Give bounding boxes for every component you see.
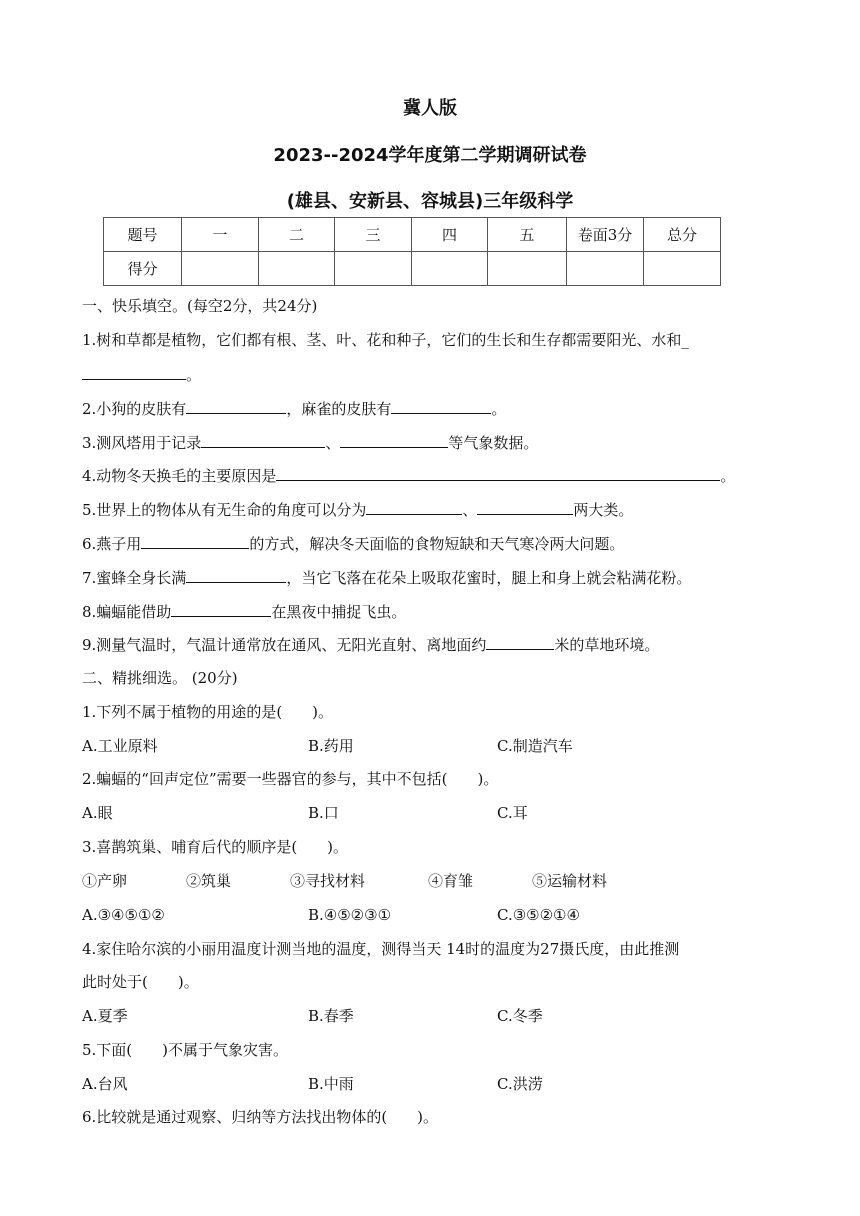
- score-cell[interactable]: [644, 252, 721, 286]
- mc-question-2: 2.蝙蝠的“回声定位”需要一些器官的参与，其中不包括( )。: [82, 770, 499, 788]
- score-table-score-row: [104, 252, 721, 286]
- sequence-step: ⑤运输材料: [532, 872, 608, 890]
- question-text: 两大类。: [573, 501, 634, 519]
- question-text: 5.世界上的物体从有无生命的角度可以分为: [82, 501, 367, 519]
- question-text: 4.动物冬天换毛的主要原因是: [82, 467, 277, 485]
- score-cell[interactable]: [412, 252, 488, 286]
- sequence-step: ③寻找材料: [290, 872, 366, 890]
- answer-blank[interactable]: [477, 499, 573, 515]
- mc-option[interactable]: B.口: [308, 804, 339, 822]
- question-text: ，当它飞落在花朵上吸取花蜜时，腿上和身上就会粘满花粉。: [286, 569, 692, 587]
- score-header-cell: 总分: [644, 218, 721, 252]
- question-text: 等气象数据。: [448, 434, 539, 452]
- mc-option[interactable]: B.春季: [308, 1007, 354, 1025]
- question-text: 米的草地环境。: [554, 636, 660, 654]
- mc-question-5: 5.下面( )不属于气象灾害。: [82, 1041, 289, 1059]
- sequence-step: ②筑巢: [186, 872, 232, 890]
- mc-option[interactable]: A.夏季: [82, 1007, 128, 1025]
- question-text: 9.测量气温时，气温计通常放在通风、无阳光直射、离地面约: [82, 636, 487, 654]
- answer-blank[interactable]: [366, 499, 462, 515]
- answer-blank[interactable]: [201, 432, 325, 448]
- score-header-cell: 卷面3分: [567, 218, 644, 252]
- answer-blank[interactable]: [391, 398, 491, 414]
- question-text: 。: [720, 467, 736, 485]
- answer-blank[interactable]: [486, 634, 554, 650]
- question-4: [82, 465, 735, 486]
- question-text: 、: [462, 501, 478, 519]
- mc-option[interactable]: C.冬季: [497, 1007, 543, 1025]
- question-7: [82, 567, 691, 588]
- question-text: 、: [325, 434, 341, 452]
- score-cell[interactable]: [567, 252, 644, 286]
- question-text: 。: [491, 400, 507, 418]
- question-6: [82, 533, 624, 554]
- sequence-step: ①产卵: [82, 872, 128, 890]
- question-1-line2: [82, 364, 201, 385]
- question-text: ，麻雀的皮肤有: [286, 400, 392, 418]
- exam-title: 2023--2024学年度第二学期调研试卷: [273, 145, 587, 166]
- mc-option[interactable]: C.制造汽车: [497, 737, 573, 755]
- question-2: [82, 398, 506, 419]
- mc-option[interactable]: B.中雨: [308, 1075, 354, 1093]
- mc-option[interactable]: A.眼: [82, 804, 113, 822]
- mc-option[interactable]: C.③⑤②①④: [497, 906, 580, 924]
- question-8: [82, 601, 406, 622]
- sequence-step: ④育雏: [428, 872, 474, 890]
- score-cell[interactable]: [335, 252, 412, 286]
- question-text: 8.蝙蝠能借助: [82, 603, 172, 621]
- answer-blank[interactable]: [276, 465, 720, 481]
- mc-option[interactable]: A.③④⑤①②: [82, 906, 165, 924]
- answer-blank[interactable]: [82, 364, 186, 380]
- section2-heading: 二、精挑细选。 (20分): [82, 669, 238, 687]
- score-header-cell: 二: [259, 218, 335, 252]
- answer-blank[interactable]: [186, 567, 286, 583]
- answer-blank[interactable]: [141, 533, 249, 549]
- question-text: 的方式，解决冬天面临的食物短缺和天气寒冷两大问题。: [249, 535, 625, 553]
- question-text: 2.小狗的皮肤有: [82, 400, 187, 418]
- section1-heading: 一、快乐填空。(每空2分，共24分): [82, 297, 318, 315]
- score-cell[interactable]: [259, 252, 335, 286]
- question-text: 3.测风塔用于记录: [82, 434, 202, 452]
- score-header-cell: 四: [412, 218, 488, 252]
- question-9: [82, 634, 659, 655]
- score-table: [103, 217, 721, 286]
- score-header-cell: 一: [182, 218, 259, 252]
- question-1-line1: [82, 330, 689, 350]
- answer-blank[interactable]: [171, 601, 271, 617]
- score-header-cell: 五: [488, 218, 567, 252]
- mc-option[interactable]: A.工业原料: [82, 737, 158, 755]
- question-text: 在黑夜中捕捉飞虫。: [271, 603, 407, 621]
- score-cell[interactable]: [488, 252, 567, 286]
- mc-option[interactable]: C.洪涝: [497, 1075, 543, 1093]
- question-5: [82, 499, 633, 520]
- score-header-cell: 题号: [104, 218, 182, 252]
- mc-question-1: 1.下列不属于植物的用途的是( )。: [82, 703, 334, 721]
- mc-option[interactable]: B.药用: [308, 737, 354, 755]
- score-table-header-row: [104, 218, 721, 252]
- publisher-title: 冀人版: [403, 98, 457, 119]
- answer-blank[interactable]: [340, 432, 448, 448]
- exam-subtitle: (雄县、安新县、容城县)三年级科学: [286, 191, 574, 212]
- mc-option[interactable]: A.台风: [82, 1075, 128, 1093]
- score-row-label: 得分: [104, 252, 182, 286]
- mc-question-4-line1: 4.家住哈尔滨的小丽用温度计测当地的温度，测得当天 14时的温度为27摄氏度，由此推测: [82, 940, 680, 958]
- question-3: [82, 432, 538, 453]
- mc-question-4-line2: 此时处于( )。: [82, 973, 199, 991]
- answer-blank[interactable]: [186, 398, 286, 414]
- question-text: 1.树和草都是植物，它们都有根、茎、叶、花和种子，它们的生长和生存都需要阳光、水和_: [82, 331, 689, 349]
- question-text: 6.燕子用: [82, 535, 142, 553]
- score-cell[interactable]: [182, 252, 259, 286]
- mc-question-6: 6.比较就是通过观察、归纳等方法找出物体的( )。: [82, 1108, 439, 1126]
- mc-option[interactable]: B.④⑤②③①: [308, 906, 392, 924]
- score-header-cell: 三: [335, 218, 412, 252]
- mc-question-3: 3.喜鹊筑巢、哺育后代的顺序是( )。: [82, 838, 349, 856]
- question-text: 。: [186, 366, 202, 384]
- question-text: 7.蜜蜂全身长满: [82, 569, 187, 587]
- mc-option[interactable]: C.耳: [497, 804, 528, 822]
